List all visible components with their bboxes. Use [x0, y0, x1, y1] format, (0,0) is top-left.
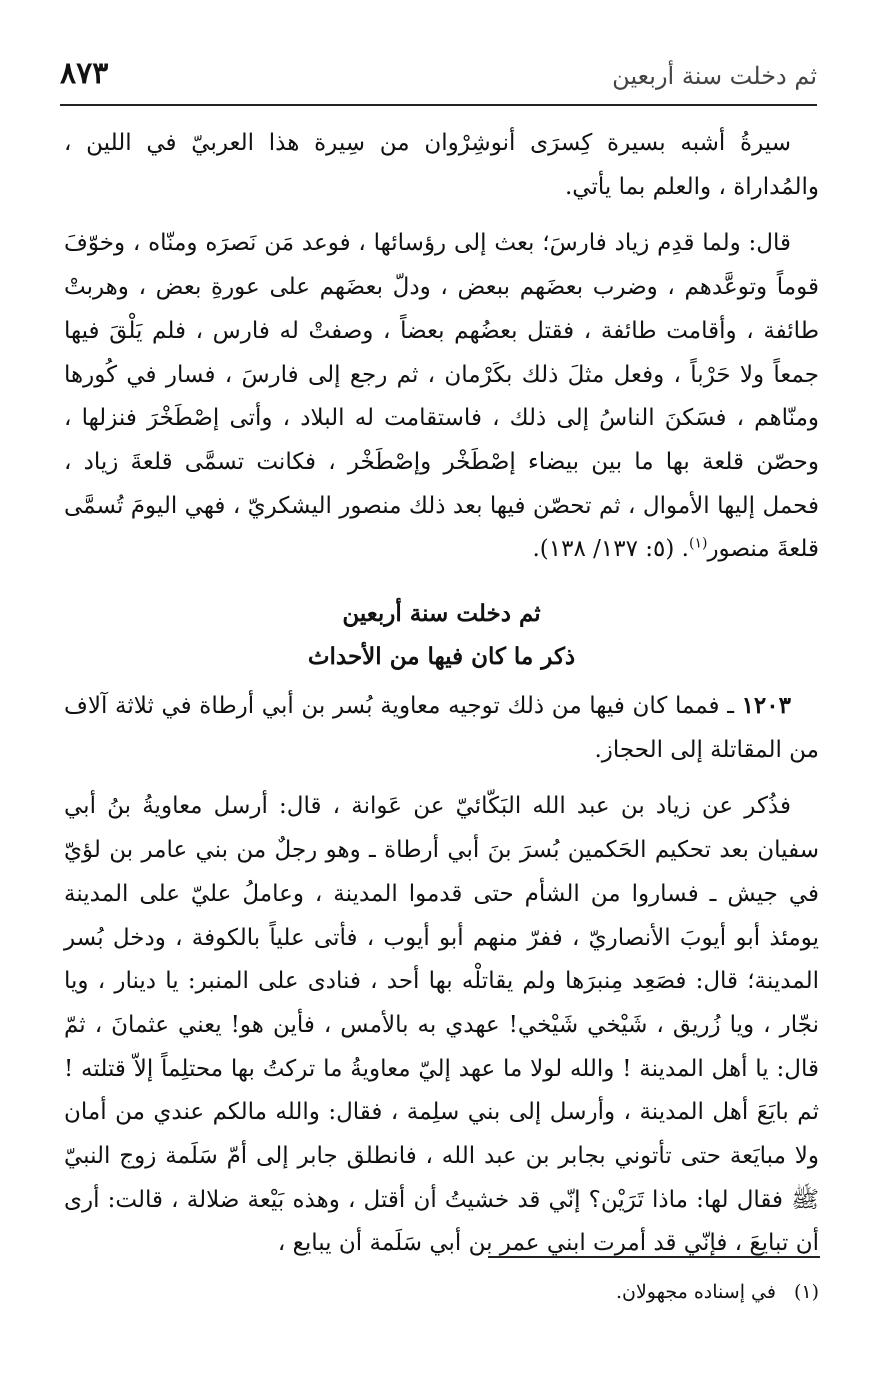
footnote [616, 1281, 819, 1303]
page-number: ٨٧٣ [60, 56, 109, 91]
paragraph-2-text: قال: ولما قدِم زياد فارسَ؛ بعث إلى رؤسائها ، فوعد مَن نَصرَه ومنّاه ، وخوّفَ قوماً وتوعَّدهم ، وضرب بعضَهم ببعض ، ودلّ بعضَهم على عورةِ بعض ، وهربتْ طائفة ، وأقامت طائفة ، فقتل بعضُهم بعضاً ، وصفتْ له فارس ، فلم يَلْقَ فيها جمعاً ولا حَرْباً ، وفعل مثلَ ذلك بكَرْمان ، ثم رجع إلى فارسَ ، فسار في كُورها ومنّاهم ، فسَكنَ الناسُ إلى ذلك ، فاستقامت له البلاد ، وأتى إصْطَخْرَ فنزلها ، وحصّن قلعة بها ما بين بيضاء إصْطَخْر وإصْطَخْر ، فكانت تسمَّى قلعةَ زياد ، فحمل إليها الأموال ، ثم تحصّن فيها بعد ذلك منصور اليشكريّ ، فهي اليومَ تُسمَّى قلعةَ منصور [64, 230, 819, 563]
running-title: ثم دخلت سنة أربعين [612, 62, 817, 90]
paragraph-1: سيرةُ أشبه بسيرة كِسرَى أنوشِرْوان من سِيرة هذا العربيّ في اللين ، والمُداراة ، والعلم بما يأتي. [64, 130, 819, 200]
footnote-reference[interactable]: (١) [688, 535, 708, 552]
paragraph-2-citation: . (٥: ١٣٧/ ١٣٨). [532, 536, 689, 563]
paragraph-4: فذُكر عن زياد بن عبد الله البَكّائيّ عن عَوانة ، قال: أرسل معاويةُ بنُ أبي سفيان بعد تحكيم الحَكمين بُسرَ بنَ أبي أرطاة ـ وهو رجلٌ من بني عامر بن لؤيّ في جيش ـ فساروا من الشأم حتى قدموا المدينة ، وعاملُ عليّ على المدينة يومئذ أبو أيوبَ الأنصاريّ ، ففرّ منهم أبو أيوب ، فأتى علياً بالكوفة ، ودخل بُسر المدينة؛ قال: فصَعِد مِنبرَها ولم يقاتلْه بها أحد ، فنادى على المنبر: يا دينار ، ويا نجّار ، ويا زُريق ، شَيْخي شَيْخي! عهدي به بالأمس ، فأين هو! يعني عثمانَ ، ثمّ قال: يا أهل المدينة ! والله لولا ما عهد إليّ معاويةُ ما تركتُ بها محتلِماً إلاّ قتلته ! ثم بايَعَ أهل المدينة ، وأرسل إلى بني سلِمة ، فقال: والله مالكم عندي من أمان ولا مبايَعة حتى تأتوني بجابر بن عبد الله ، فانطلق جابر إلى أمّ سَلَمة زوج النبيّ ﷺ فقال لها: ماذا تَرَيْن؟ إنّي قد خشيتُ أن أقتل ، وهذه بَيْعة ضلالة ، قالت: أرى أن تبايعَ ، فإنّي قد أمرت ابني عمر بن أبي سَلَمة أن يبايع ، [64, 793, 819, 1257]
footnote-text: في إسناده مجهولان. [615, 1281, 776, 1303]
page-header [60, 54, 817, 106]
section-heading-events: ذكر ما كان فيها من الأحداث [307, 643, 576, 671]
footnote-number: (١) [793, 1281, 819, 1303]
section-heading-year: ثم دخلت سنة أربعين [342, 600, 541, 628]
paragraph-2 [64, 222, 819, 572]
paragraph-3 [64, 684, 819, 772]
paragraph-3-text: ـ فمما كان فيها من ذلك توجيه معاوية بُسر بن أبي أرطاة في ثلاثة آلاف من المقاتلة إلى الحجاز. [64, 693, 819, 763]
main-text [64, 122, 819, 1279]
entry-number: ١٢٠٣ [741, 692, 791, 720]
footnote-divider [488, 1256, 820, 1258]
